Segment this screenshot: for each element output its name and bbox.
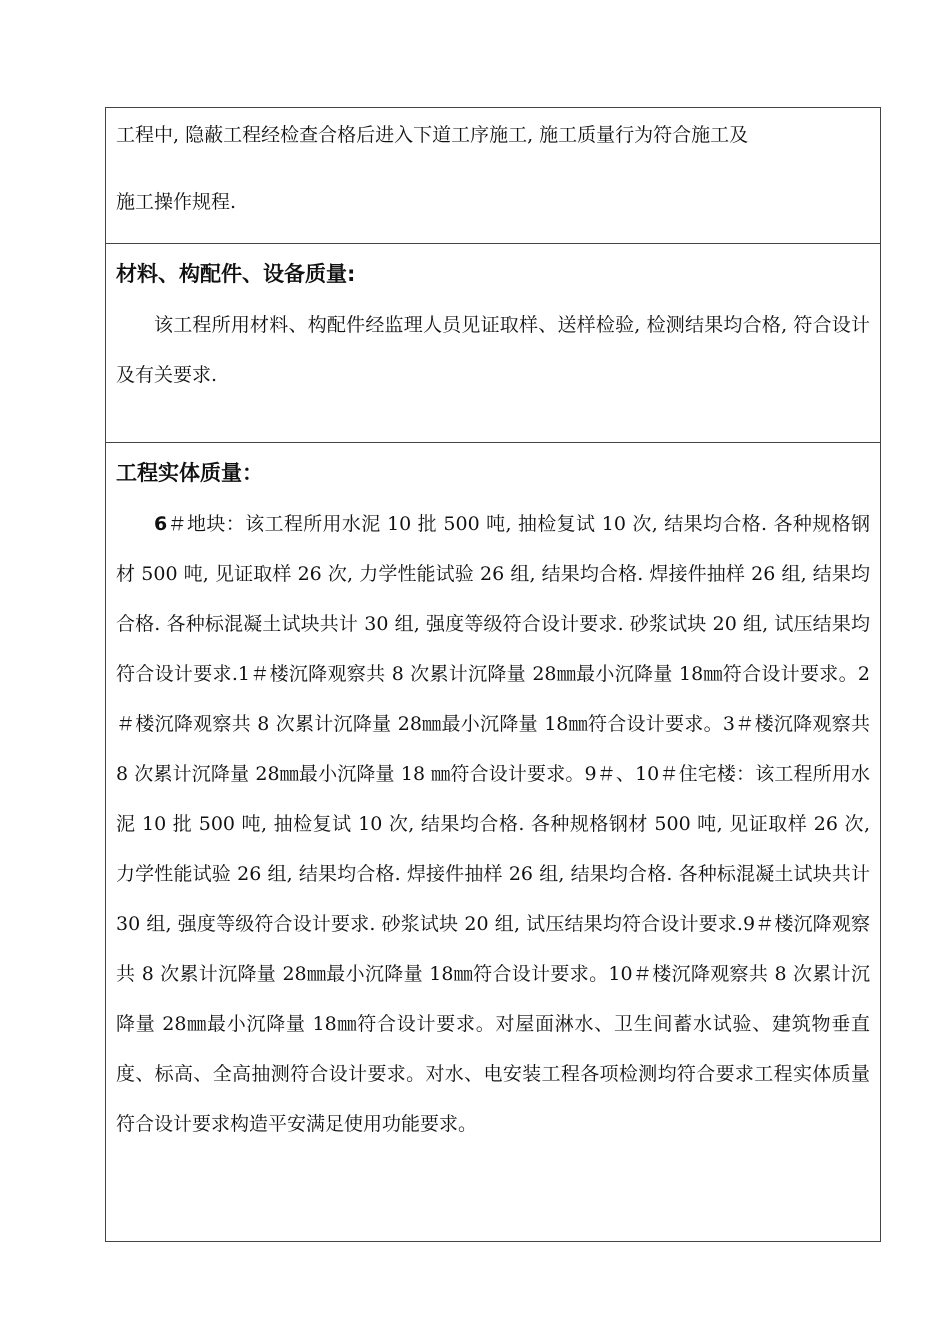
entity-quality-cell: [106, 443, 880, 1241]
plot-number: 6: [154, 513, 168, 535]
materials-heading: 材料、构配件、设备质量:: [116, 262, 356, 286]
construction-behavior-cell: [106, 108, 880, 244]
report-table: [105, 107, 881, 1242]
behavior-text-line-2: 施工操作规程.: [116, 191, 237, 213]
materials-quality-cell: [106, 244, 880, 443]
entity-body: [116, 499, 870, 1149]
materials-body: 该工程所用材料、构配件经监理人员见证取样、送样检验, 检测结果均合格, 符合设计及有关要求.: [116, 314, 870, 386]
entity-heading: 工程实体质量：: [116, 461, 263, 485]
behavior-text-line-1: 工程中, 隐蔽工程经检查合格后进入下道工序施工, 施工质量行为符合施工及: [116, 124, 749, 146]
entity-body-text: ＃地块：该工程所用水泥 10 批 500 吨, 抽检复试 10 次, 结果均合格. 各种规格钢材 500 吨, 见证取样 26 次, 力学性能试验 26 组, 结果均合格. 焊接件抽样 26 组, 结果均合格. 各种标混凝土试块共计 30 组, 强度等级符合设计要求. 砂浆试块 20 组, 试压结果均符合设计要求.1＃楼沉降观察共 8 次累计沉降量 28㎜最小沉降量 18㎜符合设计要求。2＃楼沉降观察共 8 次累计沉降量 28㎜最小沉降量 18㎜符合设计要求。3＃楼沉降观察共 8 次累计沉降量 28㎜最小沉降量 18 ㎜符合设计要求。9＃、10＃住宅楼：该工程所用水泥 10 批 500 吨, 抽检复试 10 次, 结果均合格. 各种规格钢材 500 吨, 见证取样 26 次, 力学性能试验 26 组, 结果均合格. 焊接件抽样 26 组, 结果均合格. 各种标混凝土试块共计 30 组, 强度等级符合设计要求. 砂浆试块 20 组, 试压结果均符合设计要求.9＃楼沉降观察共 8 次累计沉降量 28㎜最小沉降量 18㎜符合设计要求。10＃楼沉降观察共 8 次累计沉降量 28㎜最小沉降量 18㎜符合设计要求。对屋面淋水、卫生间蓄水试验、建筑物垂直度、标高、全高抽测符合设计要求。对水、电安装工程各项检测均符合要求工程实体质量符合设计要求构造平安满足使用功能要求。: [116, 513, 870, 1135]
